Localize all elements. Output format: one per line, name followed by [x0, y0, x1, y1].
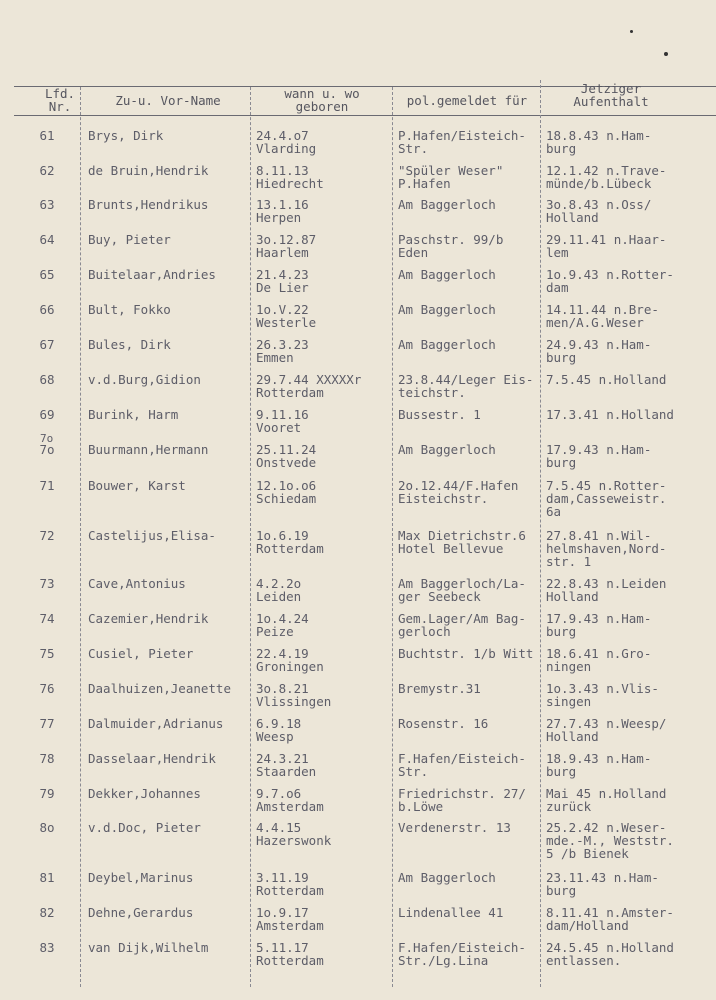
- current-whereabouts-line: 3o.8.43 n.Oss/: [546, 197, 652, 212]
- registered-address-line: Am Baggerloch: [398, 302, 496, 317]
- header-registered: [394, 94, 540, 107]
- birth-info-line: 9.7.o6: [256, 786, 302, 801]
- person-name: van Dijk,Wilhelm: [88, 940, 209, 955]
- registered-address-line: F.Hafen/Eisteich-: [398, 940, 526, 955]
- person-name: Castelijus,Elisa-: [88, 528, 216, 543]
- birth-info-line: 24.3.21: [256, 751, 309, 766]
- ink-dot: [664, 52, 668, 56]
- registered-address-line: Str.: [398, 141, 429, 156]
- current-whereabouts-line: 1o.9.43 n.Rotter-: [546, 267, 674, 282]
- registered-address-line: Am Baggerloch: [398, 267, 496, 282]
- current-whereabouts-line: burg: [546, 141, 577, 156]
- registered-address-line: Am Baggerloch: [398, 337, 496, 352]
- person-name: Deybel,Marinus: [88, 870, 194, 885]
- birth-info-line: Herpen: [256, 210, 302, 225]
- registered-address-line: Am Baggerloch: [398, 197, 496, 212]
- person-name: Dekker,Johannes: [88, 786, 201, 801]
- registered-address-line: Bussestr. 1: [398, 407, 481, 422]
- birth-info-line: 4.4.15: [256, 820, 302, 835]
- current-whereabouts-line: burg: [546, 350, 577, 365]
- current-whereabouts-line: münde/b.Lübeck: [546, 176, 652, 191]
- current-whereabouts-line: mde.-M., Weststr.: [546, 833, 674, 848]
- person-name: v.d.Burg,Gidion: [88, 372, 201, 387]
- birth-info-line: 22.4.19: [256, 646, 309, 661]
- birth-info-line: 13.1.16: [256, 197, 309, 212]
- current-whereabouts-line: singen: [546, 694, 592, 709]
- birth-info-line: Amsterdam: [256, 918, 324, 933]
- person-name: Bult, Fokko: [88, 302, 171, 317]
- header-born: [256, 87, 388, 113]
- row-number: 81: [39, 870, 55, 885]
- birth-info-line: 1o.V.22: [256, 302, 309, 317]
- birth-info-line: Westerle: [256, 315, 317, 330]
- person-name: Buitelaar,Andries: [88, 267, 216, 282]
- registered-address-line: Buchtstr. 1/b Witt: [398, 646, 534, 661]
- birth-info-line: Staarden: [256, 764, 317, 779]
- current-whereabouts-line: dam/Holland: [546, 918, 629, 933]
- current-whereabouts-line: entlassen.: [546, 953, 622, 968]
- birth-info-line: 29.7.44 XXXXXr: [256, 372, 362, 387]
- header-name-text: Zu-u. Vor-Name: [115, 93, 221, 108]
- birth-info-line: 3.11.19: [256, 870, 309, 885]
- person-name: Burink, Harm: [88, 407, 179, 422]
- registered-address-line: Eden: [398, 245, 429, 260]
- registered-address-line: Lindenallee 41: [398, 905, 504, 920]
- row-number: 74: [39, 611, 55, 626]
- row-number: 71: [39, 478, 55, 493]
- birth-info-line: 1o.6.19: [256, 528, 309, 543]
- birth-info-line: Emmen: [256, 350, 294, 365]
- row-number: 72: [39, 528, 55, 543]
- current-whereabouts-line: men/A.G.Weser: [546, 315, 644, 330]
- registered-address-line: "Spüler Weser": [398, 163, 504, 178]
- header-born-line2: geboren: [295, 99, 349, 114]
- current-whereabouts-line: 7.5.45 n.Rotter-: [546, 478, 667, 493]
- registered-address-line: Hotel Bellevue: [398, 541, 504, 556]
- column-divider: [80, 87, 81, 987]
- current-whereabouts-line: 18.6.41 n.Gro-: [546, 646, 652, 661]
- column-divider: [250, 87, 251, 987]
- row-number: 68: [39, 372, 55, 387]
- current-whereabouts-line: zurück: [546, 799, 592, 814]
- current-whereabouts-line: str. 1: [546, 554, 592, 569]
- birth-info-line: Peize: [256, 624, 294, 639]
- registered-address-line: P.Hafen/Eisteich-: [398, 128, 526, 143]
- current-whereabouts-line: 5 /b Bienek: [546, 846, 629, 861]
- birth-info-line: Rotterdam: [256, 883, 324, 898]
- person-name: Daalhuizen,Jeanette: [88, 681, 231, 696]
- current-whereabouts-line: 25.2.42 n.Weser-: [546, 820, 667, 835]
- current-whereabouts-line: helmshaven,Nord-: [546, 541, 667, 556]
- birth-info-line: De Lier: [256, 280, 309, 295]
- registered-address-line: Max Dietrichstr.6: [398, 528, 526, 543]
- row-number: 78: [39, 751, 55, 766]
- row-number: 77: [39, 716, 55, 731]
- birth-info-line: Vooret: [256, 420, 302, 435]
- birth-info-line: Haarlem: [256, 245, 309, 260]
- current-whereabouts-line: burg: [546, 455, 577, 470]
- person-name: Buurmann,Hermann: [88, 442, 209, 457]
- row-number: 8o: [39, 820, 55, 835]
- person-name: Dalmuider,Adrianus: [88, 716, 224, 731]
- current-whereabouts-line: 14.11.44 n.Bre-: [546, 302, 659, 317]
- person-name: Bules, Dirk: [88, 337, 171, 352]
- row-number: 75: [39, 646, 55, 661]
- header-bottom-rule: [14, 115, 716, 116]
- birth-info-line: Vlarding: [256, 141, 317, 156]
- birth-info-line: 21.4.23: [256, 267, 309, 282]
- row-number: 61: [39, 128, 55, 143]
- current-whereabouts-line: burg: [546, 883, 577, 898]
- birth-info-line: 26.3.23: [256, 337, 309, 352]
- person-name: Bouwer, Karst: [88, 478, 186, 493]
- registered-address-line: F.Hafen/Eisteich-: [398, 751, 526, 766]
- header-current-line1: Jetziger: [580, 81, 642, 96]
- birth-info-line: Hazerswonk: [256, 833, 332, 848]
- row-number: 83: [39, 940, 55, 955]
- person-name: Cusiel, Pieter: [88, 646, 194, 661]
- current-whereabouts-line: 27.7.43 n.Weesp/: [546, 716, 667, 731]
- registered-address-line: Am Baggerloch: [398, 870, 496, 885]
- person-name: Cave,Antonius: [88, 576, 186, 591]
- ink-dot: [630, 30, 633, 33]
- current-whereabouts-line: burg: [546, 624, 577, 639]
- current-whereabouts-line: lem: [546, 245, 569, 260]
- registered-address-line: Am Baggerloch: [398, 442, 496, 457]
- current-whereabouts-line: burg: [546, 764, 577, 779]
- header-registered-text: pol.gemeldet für: [406, 93, 528, 108]
- registered-address-line: Paschstr. 99/b: [398, 232, 504, 247]
- birth-info-line: 8.11.13: [256, 163, 309, 178]
- birth-info-line: Rotterdam: [256, 541, 324, 556]
- header-born-line1: wann u. wo: [284, 86, 360, 101]
- current-whereabouts-line: Holland: [546, 729, 599, 744]
- column-divider: [392, 87, 393, 987]
- row-number: 67: [39, 337, 55, 352]
- row-number: 65: [39, 267, 55, 282]
- current-whereabouts-line: Holland: [546, 589, 599, 604]
- row-number: 73: [39, 576, 55, 591]
- current-whereabouts-line: 8.11.41 n.Amster-: [546, 905, 674, 920]
- registered-address-line: 23.8.44/Leger Eis-: [398, 372, 534, 387]
- registered-address-line: P.Hafen: [398, 176, 451, 191]
- current-whereabouts-line: dam: [546, 280, 569, 295]
- person-name: de Bruin,Hendrik: [88, 163, 209, 178]
- person-name: v.d.Doc, Pieter: [88, 820, 201, 835]
- current-whereabouts-line: 24.9.43 n.Ham-: [546, 337, 652, 352]
- person-name: Buy, Pieter: [88, 232, 171, 247]
- registered-address-line: Bremystr.31: [398, 681, 481, 696]
- birth-info-line: Amsterdam: [256, 799, 324, 814]
- row-number: 64: [39, 232, 55, 247]
- birth-info-line: Weesp: [256, 729, 294, 744]
- current-whereabouts-line: Mai 45 n.Holland: [546, 786, 667, 801]
- person-name: Brunts,Hendrikus: [88, 197, 209, 212]
- current-whereabouts-line: 27.8.41 n.Wil-: [546, 528, 652, 543]
- registered-address-line: 2o.12.44/F.Hafen: [398, 478, 519, 493]
- registered-address-line: Str.: [398, 764, 429, 779]
- current-whereabouts-line: 12.1.42 n.Trave-: [546, 163, 667, 178]
- registered-address-line: Str./Lg.Lina: [398, 953, 489, 968]
- row-number: 69: [39, 407, 55, 422]
- birth-info-line: 5.11.17: [256, 940, 309, 955]
- birth-info-line: 6.9.18: [256, 716, 302, 731]
- registered-address-line: ger Seebeck: [398, 589, 481, 604]
- current-whereabouts-line: 24.5.45 n.Holland: [546, 940, 674, 955]
- person-name: Cazemier,Hendrik: [88, 611, 209, 626]
- birth-info-line: 3o.8.21: [256, 681, 309, 696]
- current-whereabouts-line: 17.9.43 n.Ham-: [546, 442, 652, 457]
- birth-info-line: Leiden: [256, 589, 302, 604]
- birth-info-line: Rotterdam: [256, 953, 324, 968]
- current-whereabouts-line: 7.5.45 n.Holland: [546, 372, 667, 387]
- person-name: Dasselaar,Hendrik: [88, 751, 216, 766]
- birth-info-line: Schiedam: [256, 491, 317, 506]
- birth-info-line: 9.11.16: [256, 407, 309, 422]
- row-number: 7o: [39, 442, 55, 457]
- registered-address-line: Rosenstr. 16: [398, 716, 489, 731]
- current-whereabouts-line: dam,Casseweistr.: [546, 491, 667, 506]
- current-whereabouts-line: ningen: [546, 659, 592, 674]
- birth-info-line: Groningen: [256, 659, 324, 674]
- header-nr: [40, 87, 80, 113]
- current-whereabouts-line: 18.8.43 n.Ham-: [546, 128, 652, 143]
- current-whereabouts-line: 18.9.43 n.Ham-: [546, 751, 652, 766]
- registered-address-line: b.Löwe: [398, 799, 444, 814]
- row-number: 63: [39, 197, 55, 212]
- row-number: 62: [39, 163, 55, 178]
- current-whereabouts-line: 29.11.41 n.Haar-: [546, 232, 667, 247]
- registered-address-line: Friedrichstr. 27/: [398, 786, 526, 801]
- birth-info-line: 3o.12.87: [256, 232, 317, 247]
- current-whereabouts-line: 1o.3.43 n.Vlis-: [546, 681, 659, 696]
- row-number: 79: [39, 786, 55, 801]
- birth-info-line: 4.2.2o: [256, 576, 302, 591]
- birth-info-line: Vlissingen: [256, 694, 332, 709]
- current-whereabouts-line: Holland: [546, 210, 599, 225]
- current-whereabouts-line: 6a: [546, 504, 562, 519]
- birth-info-line: 1o.9.17: [256, 905, 309, 920]
- birth-info-line: 25.11.24: [256, 442, 317, 457]
- registered-address-line: gerloch: [398, 624, 451, 639]
- person-name: Dehne,Gerardus: [88, 905, 194, 920]
- registered-address-line: Gem.Lager/Am Bag-: [398, 611, 526, 626]
- column-divider: [540, 80, 541, 987]
- birth-info-line: 1o.4.24: [256, 611, 309, 626]
- registered-address-line: Verdenerstr. 13: [398, 820, 511, 835]
- header-current: [556, 82, 666, 108]
- header-nr-line1: Lfd.: [44, 86, 76, 101]
- current-whereabouts-line: 23.11.43 n.Ham-: [546, 870, 659, 885]
- registered-address-line: Am Baggerloch/La-: [398, 576, 526, 591]
- header-name: [88, 94, 248, 107]
- row-number: 82: [39, 905, 55, 920]
- row-number: 66: [39, 302, 55, 317]
- header-current-line2: Aufenthalt: [573, 94, 649, 109]
- row-number: 76: [39, 681, 55, 696]
- current-whereabouts-line: 17.9.43 n.Ham-: [546, 611, 652, 626]
- stray-number-mark: 7o: [40, 432, 54, 445]
- birth-info-line: Hiedrecht: [256, 176, 324, 191]
- current-whereabouts-line: 22.8.43 n.Leiden: [546, 576, 667, 591]
- birth-info-line: 12.1o.o6: [256, 478, 317, 493]
- birth-info-line: Onstvede: [256, 455, 317, 470]
- header-nr-line2: Nr.: [48, 99, 72, 114]
- person-name: Brys, Dirk: [88, 128, 164, 143]
- current-whereabouts-line: 17.3.41 n.Holland: [546, 407, 674, 422]
- registered-address-line: teichstr.: [398, 385, 466, 400]
- birth-info-line: 24.4.o7: [256, 128, 309, 143]
- registered-address-line: Eisteichstr.: [398, 491, 489, 506]
- birth-info-line: Rotterdam: [256, 385, 324, 400]
